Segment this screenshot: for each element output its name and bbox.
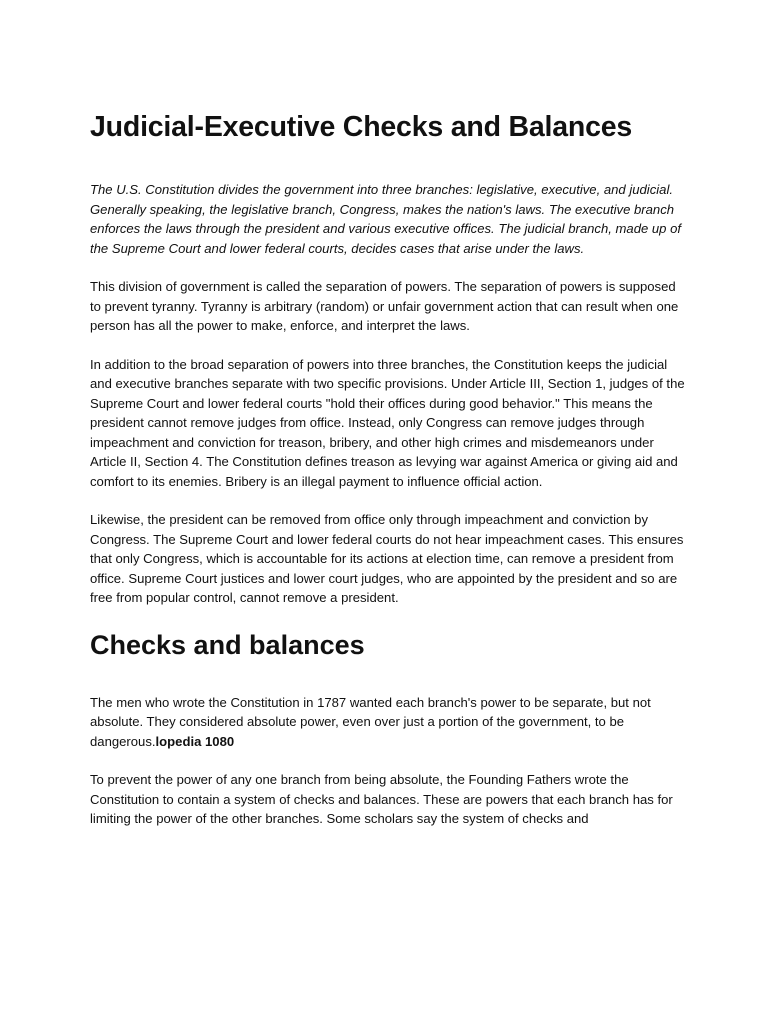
president-removal-paragraph: Likewise, the president can be removed from office only through impeachment and conviction by Congress. The Supreme Court and lower federal courts do not hear impeachment cases. This ensures that only Congress, which is accountable for its actions at election time, can remove a president from office. Supreme Court justices and lower court judges, who are appointed by the president and so are free from popular control, cannot remove a president.	[90, 512, 684, 605]
section-heading: Checks and balances	[90, 629, 365, 660]
founders-paragraph-text: The men who wrote the Constitution in 1787 wanted each branch's power to be separate, but not absolute. They considered absolute power, even over just a portion of the government, to be dangerous.	[90, 694, 651, 749]
branch-separation-paragraph: In addition to the broad separation of powers into three branches, the Constitution keeps the judicial and executive branches separate with two specific provisions. Under Article III, Section 1, judges of the Supreme Court and lower federal courts "hold their offices during good behavior." This means the president cannot remove judges from office. Instead, only Congress can remove judges through impeachment and conviction for treason, bribery, and other high crimes and misdemeanors under Article II, Section 4. The Constitution defines treason as levying war against America or giving aid and comfort to its enemies. Bribery is an illegal payment to influence official action.	[90, 356, 685, 489]
document-content	[90, 108, 690, 848]
founders-paragraph	[90, 693, 690, 752]
page-title: Judicial-Executive Checks and Balances	[90, 111, 633, 143]
checks-balances-paragraph: To prevent the power of any one branch from being absolute, the Founding Fathers wrote the Constitution to contain a system of checks and balances. These are powers that each branch has for limiting the power of the other branches. Some scholars say the system of checks and	[90, 772, 673, 826]
source-tag-text: lopedia 1080	[155, 733, 235, 749]
intro-paragraph: The U.S. Constitution divides the government into three branches: legislative, executive, and judicial. Generally speaking, the legislative branch, Congress, makes the nation's laws. The executive branch enforces the laws through the president and various executive offices. The judicial branch, made up of the Supreme Court and lower federal courts, decides cases that arise under the laws.	[90, 182, 682, 256]
separation-of-powers-paragraph: This division of government is called the separation of powers. The separation of powers is supposed to prevent tyranny. Tyranny is arbitrary (random) or unfair government action that can result when one person has all the power to make, enforce, and interpret the laws.	[90, 279, 679, 333]
